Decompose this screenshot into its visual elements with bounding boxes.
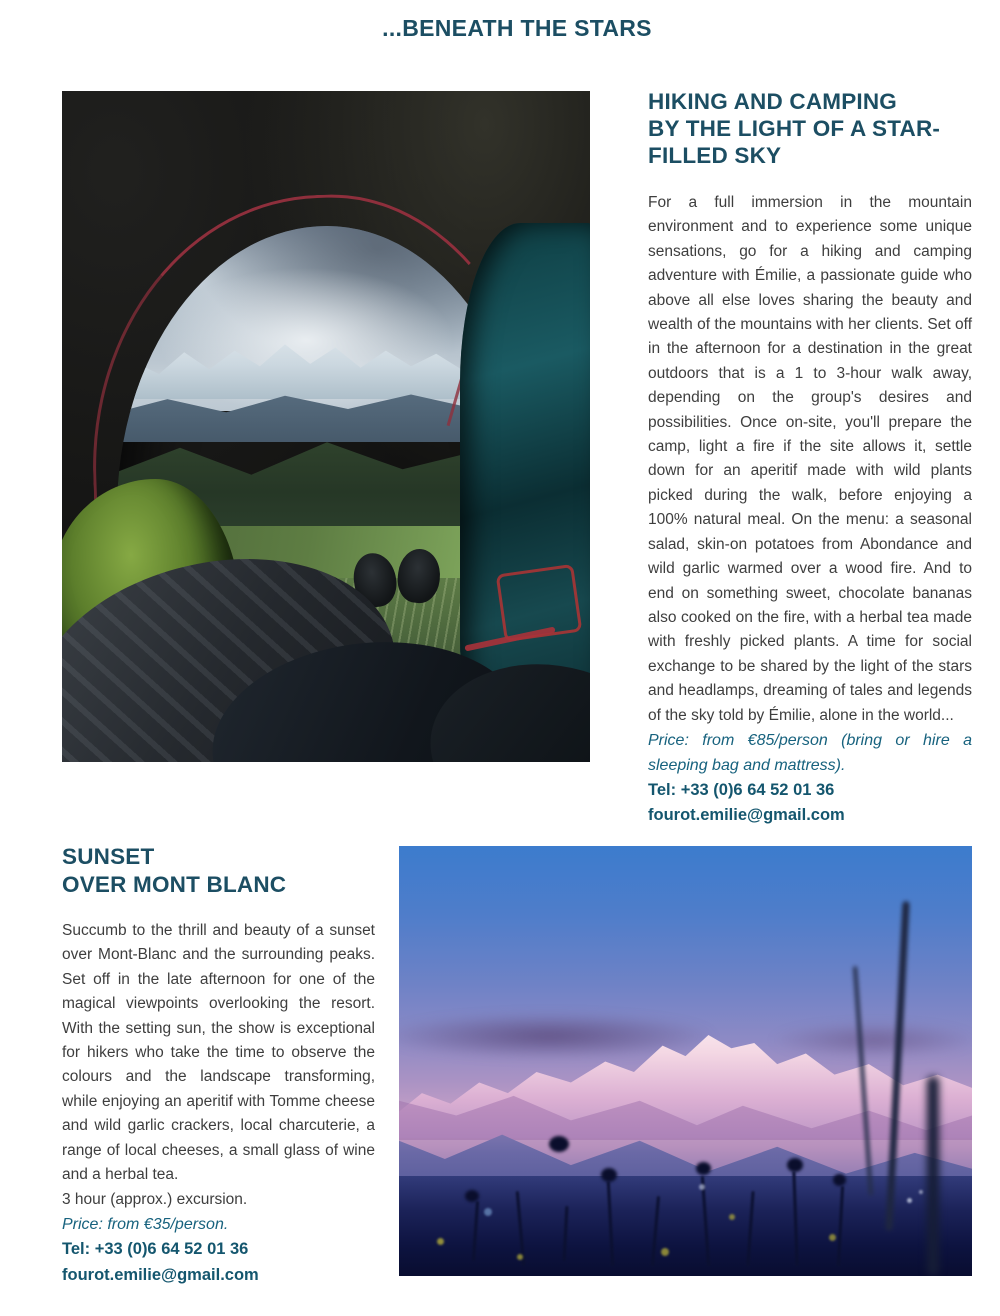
hiking-paragraph: For a full immersion in the mountain environment and to experience some unique sensations, go for a hiking and camping adventure with Émilie, a passionate guide who above all else loves sharing the beauty and wealth of the mountains with her clients. Set off in the afternoon for a destination in the great outdoors that is a 1 to 3-hour walk away, depending on the group's desires and possibilities. Once on-site, you'll prepare the camp, light a fire if the site allows it, settle down for an aperitif made with wild plants picked during the walk, before enjoying a 100% natural meal. On the menu: a seasonal salad, skin-on potatoes from Abondance and wild garlic warmed over a wood fire. And to end on something sweet, chocolate bananas also cooked on the fire, with a herbal tea made with freshly picked plants. A time for social exchange to be shared by the light of the stars and headlamps, dreaming of tales and legends of the sky told by Émilie, alone in the world...	[648, 194, 972, 724]
tent-camping-photo	[62, 91, 590, 762]
sunset-section-heading	[62, 843, 375, 899]
mont-blanc-sunset-photo	[399, 846, 972, 1276]
heading-line: SUNSET	[62, 844, 155, 869]
yellow-flower-dot	[729, 1214, 735, 1220]
flower-head-silhouette	[601, 1168, 617, 1182]
blue-flower-dot	[484, 1208, 492, 1216]
page-title: ...BENEATH THE STARS	[382, 15, 652, 41]
hiking-email: fourot.emilie@gmail.com	[648, 806, 845, 825]
flower-head-silhouette	[787, 1158, 803, 1172]
sunset-email: fourot.emilie@gmail.com	[62, 1265, 259, 1284]
flower-head-silhouette	[465, 1190, 479, 1202]
flower-head-silhouette	[549, 1136, 569, 1152]
yellow-flower-dot	[829, 1234, 836, 1241]
sunset-phone: Tel: +33 (0)6 64 52 01 36	[62, 1240, 249, 1259]
heading-line: BY THE LIGHT OF A STAR-	[648, 116, 941, 141]
flower-head-silhouette	[696, 1162, 711, 1175]
yellow-flower-dot	[437, 1238, 444, 1245]
hiking-section-heading	[648, 88, 972, 169]
flower-head-silhouette	[833, 1174, 846, 1186]
valley-light-dot	[907, 1198, 912, 1203]
yellow-flower-dot	[661, 1248, 669, 1256]
sunset-price: Price: from €35/person.	[62, 1216, 229, 1234]
sunset-section	[62, 843, 375, 1288]
hiking-price: Price: from €85/person (bring or hire a sleeping bag and mattress).	[648, 731, 972, 774]
heading-line: HIKING AND CAMPING	[648, 89, 898, 114]
heading-line: FILLED SKY	[648, 143, 782, 168]
blurred-plant-stem	[927, 1076, 939, 1276]
yellow-flower-dot	[517, 1254, 523, 1260]
valley-light-dot	[919, 1190, 923, 1194]
hiking-phone: Tel: +33 (0)6 64 52 01 36	[648, 780, 835, 799]
sunset-duration: 3 hour (approx.) excursion.	[62, 1191, 248, 1209]
heading-line: OVER MONT BLANC	[62, 872, 287, 897]
cloud-band-right	[769, 1022, 972, 1058]
hiking-section	[648, 88, 972, 829]
sunset-paragraph: Succumb to the thrill and beauty of a sunset over Mont-Blanc and the surrounding peaks. Set off in the late afternoon for one of the magical viewpoints overlooking the resort. With the setting sun, the show is exceptional for hikers who take the time to observe the colours and the landscape transforming, while enjoying an aperitif with Tomme cheese and wild garlic crackers, local charcuterie, a range of local cheeses, a small glass of wine and a herbal tea.	[62, 922, 375, 1184]
light-dot	[699, 1184, 705, 1190]
